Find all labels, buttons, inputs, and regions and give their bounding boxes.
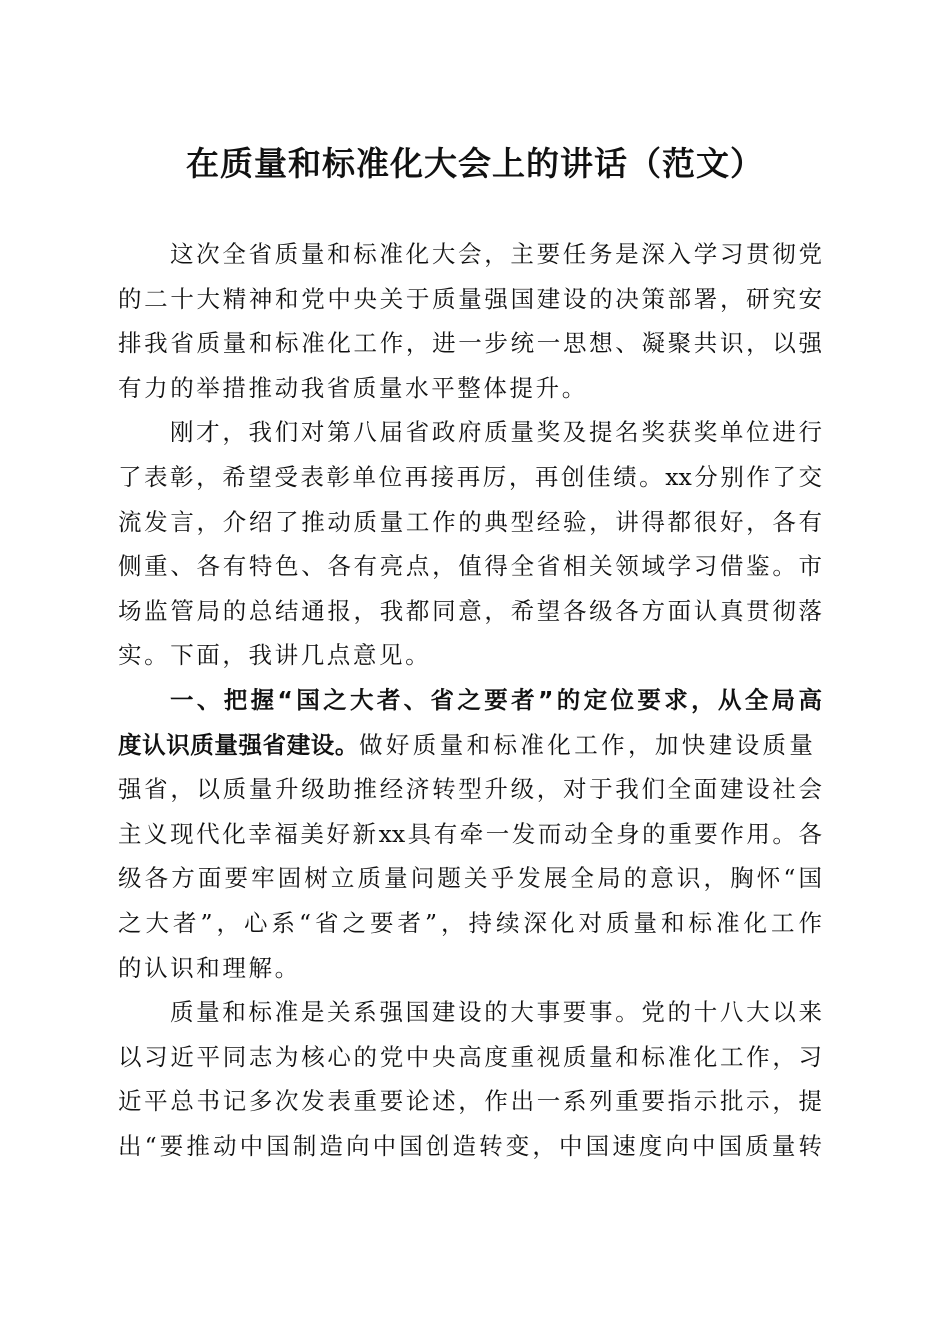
paragraph-1 <box>118 232 822 410</box>
text-line: 主义现代化幸福美好新xx具有牵一发而动全身的重要作用。各 <box>118 819 822 848</box>
text-line: 质量和标准是关系强国建设的大事要事。党的十八大以来 <box>170 998 822 1027</box>
text-line: 有力的举措推动我省质量水平整体提升。 <box>118 373 588 402</box>
section-heading: 一、把握“国之大者、省之要者”的定位要求，从全局高 <box>170 685 822 714</box>
paragraph-4 <box>118 990 822 1168</box>
text-line: 之大者”，心系“省之要者”，持续深化对质量和标准化工作 <box>118 908 822 937</box>
text-line: 的二十大精神和党中央关于质量强国建设的决策部署，研究安 <box>118 284 822 313</box>
text-line: 了表彰，希望受表彰单位再接再厉，再创佳绩。xx分别作了交 <box>118 462 822 491</box>
document-body <box>118 232 822 1168</box>
text-line: 流发言，介绍了推动质量工作的典型经验，讲得都很好，各有 <box>118 507 822 536</box>
text-line: 排我省质量和标准化工作，进一步统一思想、凝聚共识，以强 <box>118 329 822 358</box>
section-heading-continued: 度认识质量强省建设。 <box>118 730 359 759</box>
text-segment: 做好质量和标准化工作，加快建设质量 <box>359 730 817 759</box>
text-line: 以习近平同志为核心的党中央高度重视质量和标准化工作，习 <box>118 1042 822 1071</box>
text-line: 这次全省质量和标准化大会，主要任务是深入学习贯彻党 <box>170 240 822 268</box>
text-line: 实。下面，我讲几点意见。 <box>118 641 432 670</box>
paragraph-3 <box>118 678 822 990</box>
text-line <box>118 723 822 768</box>
text-line: 侧重、各有特色、各有亮点，值得全省相关领域学习借鉴。市 <box>118 552 822 581</box>
text-line: 的认识和理解。 <box>118 953 301 982</box>
text-line: 近平总书记多次发表重要论述，作出一系列重要指示批示，提 <box>118 1087 822 1116</box>
text-line: 刚才，我们对第八届省政府质量奖及提名奖获奖单位进行 <box>170 418 822 447</box>
paragraph-2 <box>118 410 822 678</box>
text-line: 出“要推动中国制造向中国创造转变，中国速度向中国质量转 <box>118 1131 822 1160</box>
text-line: 强省，以质量升级助推经济转型升级，对于我们全面建设社会 <box>118 775 822 804</box>
text-line: 场监管局的总结通报，我都同意，希望各级各方面认真贯彻落 <box>118 596 822 625</box>
document-title: 在质量和标准化大会上的讲话（范文） <box>186 144 764 183</box>
text-line: 级各方面要牢固树立质量问题关乎发展全局的意识，胸怀“国 <box>118 864 822 893</box>
